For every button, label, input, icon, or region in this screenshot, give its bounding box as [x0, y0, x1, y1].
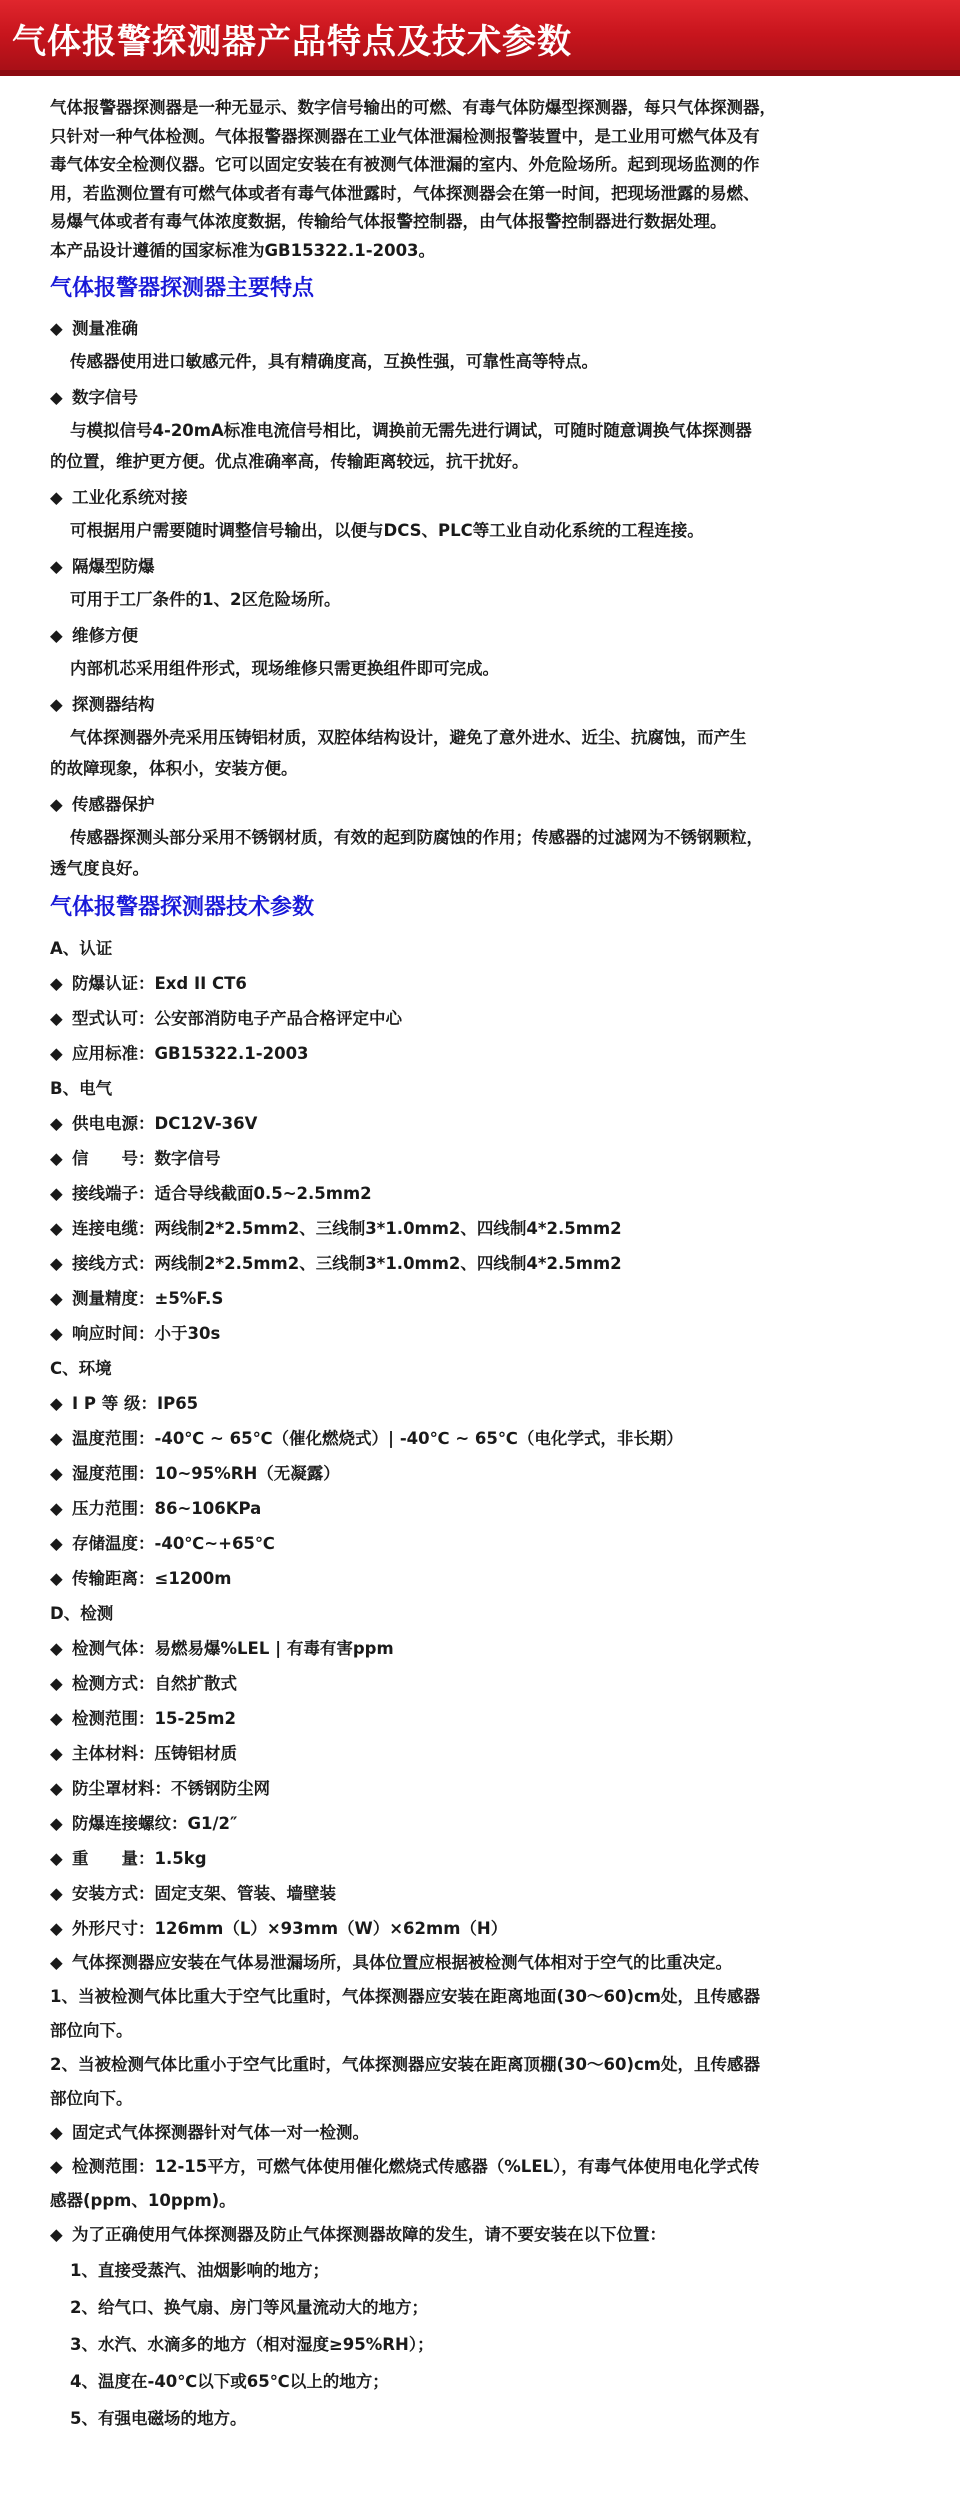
page-title: 气体报警探测器产品特点及技术参数	[12, 22, 572, 62]
note-range: ◆ 检测范围：12-15平方，可燃气体使用催化燃烧式传感器（%LEL），有毒气体使用电化学式传	[50, 2150, 920, 2184]
feature-item	[50, 381, 920, 477]
note-lighter: 2、当被检测气体比重小于空气比重时，气体探测器应安装在距离顶棚(30～60)cm处，且传感器	[50, 2055, 760, 2074]
spec-row: ◆ 重 量：1.5kg	[50, 1841, 920, 1876]
note-one-to-one: ◆ 固定式气体探测器针对气体一对一检测。	[50, 2116, 920, 2150]
diamond-bullet-icon: ◆	[50, 1569, 63, 1588]
avoid-location: 5、有强电磁场的地方。	[70, 2409, 247, 2428]
feature-item	[50, 688, 920, 784]
feature-item	[50, 550, 920, 615]
diamond-bullet-icon: ◆	[50, 1324, 63, 1343]
spec-section-title: C、环境	[50, 1359, 112, 1378]
intro-standard: 本产品设计遵循的国家标准为GB15322.1-2003。	[50, 240, 436, 260]
avoid-location: 4、温度在-40℃以下或65℃以上的地方；	[70, 2372, 389, 2391]
diamond-bullet-icon: ◆	[50, 626, 63, 645]
spec-row: ◆ 传输距离：≤1200m	[50, 1561, 920, 1596]
diamond-bullet-icon: ◆	[50, 1919, 63, 1938]
spec-row: ◆ 湿度范围：10~95%RH（无凝露）	[50, 1456, 920, 1491]
spec-row: ◆ 主体材料：压铸铝材质	[50, 1736, 920, 1771]
diamond-bullet-icon: ◆	[50, 1534, 63, 1553]
diamond-bullet-icon: ◆	[50, 1009, 63, 1028]
spec-section-title: D、检测	[50, 1604, 114, 1623]
feature-item	[50, 481, 920, 546]
diamond-bullet-icon: ◆	[50, 695, 63, 714]
spec-row: ◆ 信 号：数字信号	[50, 1141, 920, 1176]
diamond-bullet-icon: ◆	[50, 1849, 63, 1868]
diamond-bullet-icon: ◆	[50, 1884, 63, 1903]
spec-row: ◆ 压力范围：86~106KPa	[50, 1491, 920, 1526]
avoid-location: 3、水汽、水滴多的地方（相对湿度≥95%RH）；	[70, 2335, 434, 2354]
diamond-bullet-icon: ◆	[50, 1114, 63, 1133]
feature-title: 数字信号	[72, 388, 138, 407]
banner-bottom-stripe	[0, 70, 960, 76]
specs-list	[50, 931, 920, 1946]
diamond-bullet-icon: ◆	[50, 1219, 63, 1238]
feature-desc: 的位置，维护更方便。优点准确率高，传输距离较远，抗干扰好。	[50, 452, 529, 471]
intro-line: 毒气体安全检测仪器。它可以固定安装在有被测气体泄漏的室内、外危险场所。起到现场监测的作	[50, 155, 760, 174]
spec-row: ◆ 检测气体：易燃易爆%LEL | 有毒有害ppm	[50, 1631, 920, 1666]
note-install-rule: ◆ 气体探测器应安装在气体易泄漏场所，具体位置应根据被检测气体相对于空气的比重决定。	[50, 1946, 920, 1980]
feature-title: 传感器保护	[72, 795, 155, 814]
diamond-bullet-icon: ◆	[50, 1709, 63, 1728]
intro-line: 易爆气体或者有毒气体浓度数据，传输给气体报警控制器，由气体报警控制器进行数据处理。	[50, 212, 727, 231]
diamond-bullet-icon: ◆	[50, 1674, 63, 1693]
diamond-bullet-icon: ◆	[50, 1639, 63, 1658]
diamond-bullet-icon: ◆	[50, 1289, 63, 1308]
spec-section-title: A、认证	[50, 939, 113, 958]
diamond-bullet-icon: ◆	[50, 1744, 63, 1763]
feature-item	[50, 619, 920, 684]
spec-section-title: B、电气	[50, 1079, 113, 1098]
diamond-bullet-icon: ◆	[50, 388, 63, 407]
intro-line: 只针对一种气体检测。气体报警器探测器在工业气体泄漏检测报警装置中，是工业用可燃气体及有	[50, 126, 760, 146]
spec-row: ◆ 存储温度：-40℃~+65℃	[50, 1526, 920, 1561]
note-avoid-title: ◆ 为了正确使用气体探测器及防止气体探测器故障的发生，请不要安装在以下位置：	[50, 2218, 920, 2252]
feature-desc: 内部机芯采用组件形式，现场维修只需更换组件即可完成。	[70, 659, 499, 678]
diamond-bullet-icon: ◆	[50, 1044, 63, 1063]
spec-row: ◆ 供电电源：DC12V-36V	[50, 1106, 920, 1141]
feature-desc: 的故障现象，体积小，安装方便。	[50, 759, 298, 778]
document-body	[0, 76, 960, 2437]
feature-desc: 气体探测器外壳采用压铸铝材质，双腔体结构设计，避免了意外进水、近尘、抗腐蚀，而产生	[70, 728, 747, 747]
spec-row: ◆ 接线端子：适合导线截面0.5~2.5mm2	[50, 1176, 920, 1211]
features-list	[50, 312, 920, 884]
features-heading: 气体报警器探测器主要特点	[50, 276, 315, 301]
spec-row: ◆ 连接电缆：两线制2*2.5mm2、三线制3*1.0mm2、四线制4*2.5mm2	[50, 1211, 920, 1246]
note-heavier: 1、当被检测气体比重大于空气比重时，气体探测器应安装在距离地面(30～60)cm处，且传感器	[50, 1987, 760, 2006]
diamond-bullet-icon: ◆	[50, 1499, 63, 1518]
spec-row: ◆ 温度范围：-40℃ ~ 65℃（催化燃烧式）| -40℃ ~ 65℃（电化学式，非长期）	[50, 1421, 920, 1456]
diamond-bullet-icon: ◆	[50, 1149, 63, 1168]
diamond-bullet-icon: ◆	[50, 1779, 63, 1798]
spec-row: ◆ 应用标准：GB15322.1-2003	[50, 1036, 920, 1071]
diamond-bullet-icon: ◆	[50, 557, 63, 576]
feature-desc: 传感器使用进口敏感元件，具有精确度高，互换性强，可靠性高等特点。	[70, 352, 598, 371]
diamond-bullet-icon: ◆	[50, 1464, 63, 1483]
intro-section	[50, 94, 920, 265]
feature-item	[50, 788, 920, 884]
diamond-bullet-icon: ◆	[50, 795, 63, 814]
feature-title: 隔爆型防爆	[72, 557, 155, 576]
spec-row: ◆ 检测范围：15-25m2	[50, 1701, 920, 1736]
spec-row: ◆ 检测方式：自然扩散式	[50, 1666, 920, 1701]
spec-row: ◆ 防爆连接螺纹：G1/2″	[50, 1806, 920, 1841]
avoid-location: 1、直接受蒸汽、油烟影响的地方；	[70, 2261, 329, 2280]
feature-desc: 与模拟信号4-20mA标准电流信号相比，调换前无需先进行调试，可随时随意调换气体探测器	[70, 421, 752, 440]
diamond-bullet-icon: ◆	[50, 1814, 63, 1833]
spec-row: ◆ 测量精度：±5%F.S	[50, 1281, 920, 1316]
specs-heading: 气体报警器探测器技术参数	[50, 895, 315, 920]
diamond-bullet-icon: ◆	[50, 974, 63, 993]
spec-row: ◆ 防尘罩材料：不锈钢防尘网	[50, 1771, 920, 1806]
note-lighter: 部位向下。	[50, 2089, 133, 2108]
feature-title: 测量准确	[72, 319, 138, 338]
diamond-bullet-icon: ◆	[50, 2123, 63, 2142]
title-banner	[0, 0, 960, 76]
diamond-bullet-icon: ◆	[50, 1254, 63, 1273]
feature-title: 探测器结构	[72, 695, 155, 714]
spec-row: ◆ 防爆认证：Exd II CT6	[50, 966, 920, 1001]
feature-desc: 可根据用户需要随时调整信号输出，以便与DCS、PLC等工业自动化系统的工程连接。	[70, 521, 704, 540]
diamond-bullet-icon: ◆	[50, 1429, 63, 1448]
spec-row: ◆ 安装方式：固定支架、管装、墙壁装	[50, 1876, 920, 1911]
diamond-bullet-icon: ◆	[50, 319, 63, 338]
diamond-bullet-icon: ◆	[50, 2157, 63, 2176]
feature-title: 工业化系统对接	[72, 488, 188, 507]
note-heavier: 部位向下。	[50, 2021, 133, 2040]
diamond-bullet-icon: ◆	[50, 1953, 63, 1972]
avoid-location: 2、给气口、换气扇、房门等风量流动大的地方；	[70, 2298, 428, 2317]
install-notes	[50, 1946, 920, 2437]
intro-line: 用，若监测位置有可燃气体或者有毒气体泄露时，气体探测器会在第一时间，把现场泄露的易燃、	[50, 183, 760, 203]
intro-line: 气体报警器探测器是一种无显示、数字信号输出的可燃、有毒气体防爆型探测器，每只气体探测器，	[50, 98, 776, 117]
feature-desc: 透气度良好。	[50, 859, 149, 878]
spec-row: ◆ 外形尺寸：126mm（L）×93mm（W）×62mm（H）	[50, 1911, 920, 1946]
feature-desc: 可用于工厂条件的1、2区危险场所。	[70, 590, 341, 609]
spec-row: ◆ I P 等 级：IP65	[50, 1386, 920, 1421]
diamond-bullet-icon: ◆	[50, 2225, 63, 2244]
diamond-bullet-icon: ◆	[50, 1184, 63, 1203]
diamond-bullet-icon: ◆	[50, 1394, 63, 1413]
feature-title: 维修方便	[72, 626, 138, 645]
feature-item	[50, 312, 920, 377]
spec-row: ◆ 型式认可：公安部消防电子产品合格评定中心	[50, 1001, 920, 1036]
diamond-bullet-icon: ◆	[50, 488, 63, 507]
feature-desc: 传感器探测头部分采用不锈钢材质，有效的起到防腐蚀的作用；传感器的过滤网为不锈钢颗粒，	[70, 828, 763, 847]
spec-row: ◆ 响应时间：小于30s	[50, 1316, 920, 1351]
spec-row: ◆ 接线方式：两线制2*2.5mm2、三线制3*1.0mm2、四线制4*2.5mm2	[50, 1246, 920, 1281]
note-range: 感器(ppm、10ppm)。	[50, 2191, 236, 2210]
